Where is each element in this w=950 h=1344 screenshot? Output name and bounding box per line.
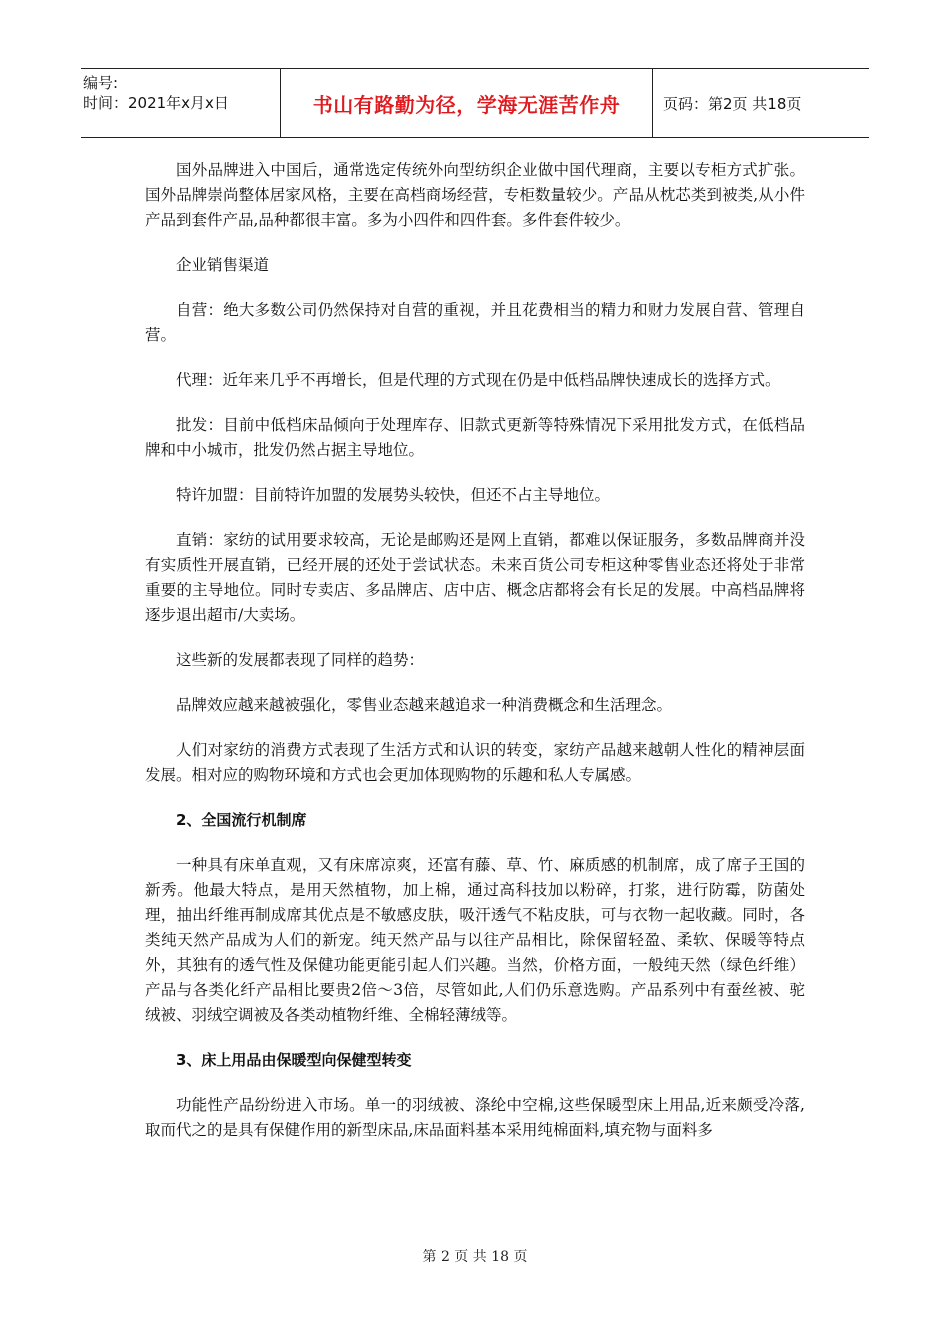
paragraph: 这些新的发展都表现了同样的趋势：: [176, 651, 425, 669]
page-footer: 第 2 页 共 18 页: [422, 1249, 528, 1265]
paragraph: 自营：绝大多数公司仍然保持对自营的重视，并且花费相当的精力和财力发展自营、管理自营。: [145, 301, 805, 344]
paragraph: 人们对家纺的消费方式表现了生活方式和认识的转变，家纺产品越来越朝人性化的精神层面发展。相对应的购物环境和方式也会更加体现购物的乐趣和私人专属感。: [145, 741, 805, 784]
paragraph: 特许加盟：目前特许加盟的发展势头较快，但还不占主导地位。: [176, 486, 611, 504]
document-date: 时间：2021年x月x日: [83, 94, 229, 112]
paragraph: 代理：近年来几乎不再增长，但是代理的方式现在仍是中低档品牌快速成长的选择方式。: [176, 371, 781, 389]
document-number-label: 编号:: [83, 74, 119, 92]
paragraph: 直销：家纺的试用要求较高，无论是邮购还是网上直销，都难以保证服务，多数品牌商并没有实质性开展直销，已经开展的还处于尝试状态。未来百货公司专柜这种零售业态还将处于非常重要的主导地位。同时专卖店、多品牌店、店中店、概念店都将会有长足的发展。中高档品牌将逐步退出超市/大卖场。: [145, 531, 805, 624]
header-motto: 书山有路勤为径，学海无涯苦作舟: [281, 69, 653, 137]
header-meta: [81, 69, 281, 137]
paragraph: 国外品牌进入中国后，通常选定传统外向型纺织企业做中国代理商，主要以专柜方式扩张。国外品牌崇尚整体居家风格，主要在高档商场经营，专柜数量较少。产品从枕芯类到被类,从小件产品到套件产品,品种都很丰富。多为小四件和四件套。多件套件较少。: [145, 161, 805, 229]
paragraph: 一种具有床单直观，又有床席凉爽，还富有藤、草、竹、麻质感的机制席，成了席子王国的新秀。他最大特点，是用天然植物，加上棉，通过高科技加以粉碎，打浆，进行防霉，防菌处理，抽出纤维再制成席其优点是不敏感皮肤，吸汗透气不粘皮肤，可与衣物一起收藏。同时，各类纯天然产品成为人们的新宠。纯天然产品与以往产品相比，除保留轻盈、柔软、保暖等特点外，其独有的透气性及保健功能更能引起人们兴趣。当然，价格方面，一般纯天然（绿色纤维）产品与各类化纤产品相比要贵2倍～3倍，尽管如此,人们仍乐意选购。产品系列中有蚕丝被、驼绒被、羽绒空调被及各类动植物纤维、全棉轻薄绒等。: [145, 856, 805, 1024]
section-heading: 2、全国流行机制席: [176, 811, 307, 829]
paragraph: 品牌效应越来越被强化，零售业态越来越追求一种消费概念和生活理念。: [176, 696, 673, 714]
document-body: [145, 158, 805, 1163]
paragraph: 批发：目前中低档床品倾向于处理库存、旧款式更新等特殊情况下采用批发方式，在低档品牌和中小城市，批发仍然占据主导地位。: [145, 416, 805, 459]
section-heading: 3、床上用品由保暖型向保健型转变: [176, 1051, 412, 1069]
paragraph: 功能性产品纷纷进入市场。单一的羽绒被、涤纶中空棉,这些保暖型床上用品,近来颇受冷落,取而代之的是具有保健作用的新型床品,床品面料基本采用纯棉面料,填充物与面料多: [145, 1096, 805, 1139]
paragraph: 企业销售渠道: [176, 256, 270, 274]
header-page-info: 页码：第2页 共18页: [663, 94, 802, 113]
page-header: [81, 68, 869, 138]
